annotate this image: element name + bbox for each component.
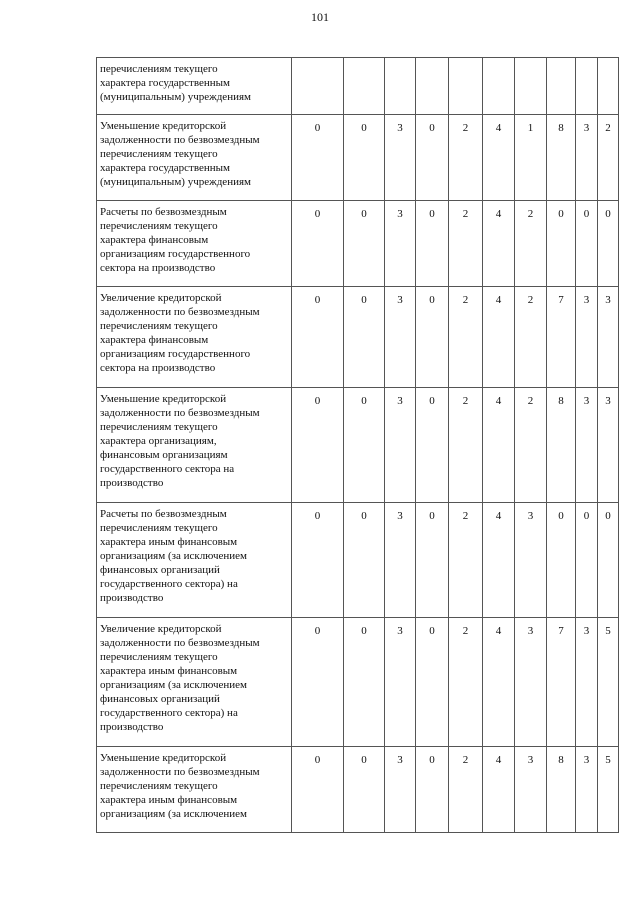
code-digit: 5	[598, 747, 619, 833]
code-digit: 0	[416, 618, 449, 747]
code-digit	[385, 58, 416, 115]
table-row	[97, 618, 619, 747]
code-digit: 3	[515, 618, 547, 747]
code-digit: 0	[292, 747, 344, 833]
code-digit	[598, 58, 619, 115]
code-digit: 0	[416, 201, 449, 287]
code-digit: 3	[576, 747, 598, 833]
code-digit: 2	[449, 503, 483, 618]
row-description: Уменьшение кредиторской задолженности по безвозмездным перечислениям текущего характера иным финансовым организациям (за исключением	[97, 747, 292, 833]
code-digit: 3	[385, 287, 416, 388]
table-row	[97, 201, 619, 287]
code-digit: 3	[385, 201, 416, 287]
code-digit: 4	[483, 747, 515, 833]
row-description: перечислениям текущего характера государственным (муниципальным) учреждениям	[97, 58, 292, 115]
table-row	[97, 503, 619, 618]
row-description: Увеличение кредиторской задолженности по безвозмездным перечислениям текущего характера финансовым организациям государственного сектора на производство	[97, 287, 292, 388]
code-digit: 0	[416, 503, 449, 618]
code-digit: 0	[598, 201, 619, 287]
row-description: Расчеты по безвозмездным перечислениям текущего характера финансовым организациям государственного сектора на производство	[97, 201, 292, 287]
code-digit: 0	[416, 747, 449, 833]
code-digit	[416, 58, 449, 115]
code-digit: 0	[547, 503, 576, 618]
code-digit: 0	[576, 201, 598, 287]
code-digit: 0	[416, 287, 449, 388]
code-digit: 3	[385, 747, 416, 833]
code-digit: 0	[344, 388, 385, 503]
code-digit: 2	[449, 747, 483, 833]
row-description: Увеличение кредиторской задолженности по безвозмездным перечислениям текущего характера иным финансовым организациям (за исключением финансовых организаций государственного сектора) на производство	[97, 618, 292, 747]
code-digit: 4	[483, 618, 515, 747]
code-digit: 2	[449, 388, 483, 503]
code-digit: 2	[515, 201, 547, 287]
code-digit: 0	[416, 388, 449, 503]
code-digit: 4	[483, 201, 515, 287]
code-digit: 7	[547, 287, 576, 388]
code-digit: 3	[598, 388, 619, 503]
table-row	[97, 287, 619, 388]
code-digit	[449, 58, 483, 115]
code-digit	[344, 58, 385, 115]
code-digit: 8	[547, 747, 576, 833]
code-digit: 3	[576, 115, 598, 201]
code-digit: 0	[344, 503, 385, 618]
code-digit: 0	[547, 201, 576, 287]
code-digit: 4	[483, 503, 515, 618]
code-digit: 8	[547, 115, 576, 201]
code-digit: 1	[515, 115, 547, 201]
code-digit: 3	[385, 618, 416, 747]
code-digit: 0	[598, 503, 619, 618]
code-digit	[576, 58, 598, 115]
code-digit: 0	[344, 115, 385, 201]
code-digit	[547, 58, 576, 115]
table-row	[97, 388, 619, 503]
table-body	[97, 58, 619, 833]
code-digit: 3	[385, 503, 416, 618]
code-digit	[515, 58, 547, 115]
code-digit: 2	[515, 287, 547, 388]
code-digit: 0	[344, 618, 385, 747]
code-digit: 3	[598, 287, 619, 388]
code-digit: 0	[344, 747, 385, 833]
code-digit	[483, 58, 515, 115]
code-digit: 0	[292, 388, 344, 503]
code-digit: 0	[344, 287, 385, 388]
code-digit: 5	[598, 618, 619, 747]
code-digit: 4	[483, 287, 515, 388]
table-row	[97, 115, 619, 201]
page-number: 101	[311, 10, 329, 24]
code-digit: 2	[449, 201, 483, 287]
code-digit: 4	[483, 388, 515, 503]
code-digit: 0	[416, 115, 449, 201]
code-digit: 3	[515, 503, 547, 618]
row-description: Уменьшение кредиторской задолженности по безвозмездным перечислениям текущего характера организациям, финансовым организациям государственного сектора на производство	[97, 388, 292, 503]
code-digit: 3	[576, 287, 598, 388]
code-digit: 0	[292, 287, 344, 388]
code-digit: 2	[598, 115, 619, 201]
code-digit: 2	[449, 618, 483, 747]
code-digit	[292, 58, 344, 115]
code-digit: 0	[576, 503, 598, 618]
code-digit: 7	[547, 618, 576, 747]
code-digit: 2	[449, 115, 483, 201]
code-digit: 8	[547, 388, 576, 503]
accounts-table	[96, 57, 619, 833]
code-digit: 3	[385, 388, 416, 503]
row-description: Расчеты по безвозмездным перечислениям текущего характера иным финансовым организациям (за исключением финансовых организаций государственного сектора) на производство	[97, 503, 292, 618]
code-digit: 3	[576, 388, 598, 503]
code-digit: 3	[576, 618, 598, 747]
code-digit: 2	[449, 287, 483, 388]
code-digit: 3	[515, 747, 547, 833]
code-digit: 3	[385, 115, 416, 201]
code-digit: 0	[292, 115, 344, 201]
table-row	[97, 747, 619, 833]
table-row	[97, 58, 619, 115]
code-digit: 2	[515, 388, 547, 503]
row-description: Уменьшение кредиторской задолженности по безвозмездным перечислениям текущего характера государственным (муниципальным) учреждениям	[97, 115, 292, 201]
code-digit: 0	[344, 201, 385, 287]
code-digit: 0	[292, 201, 344, 287]
code-digit: 4	[483, 115, 515, 201]
code-digit: 0	[292, 503, 344, 618]
code-digit: 0	[292, 618, 344, 747]
